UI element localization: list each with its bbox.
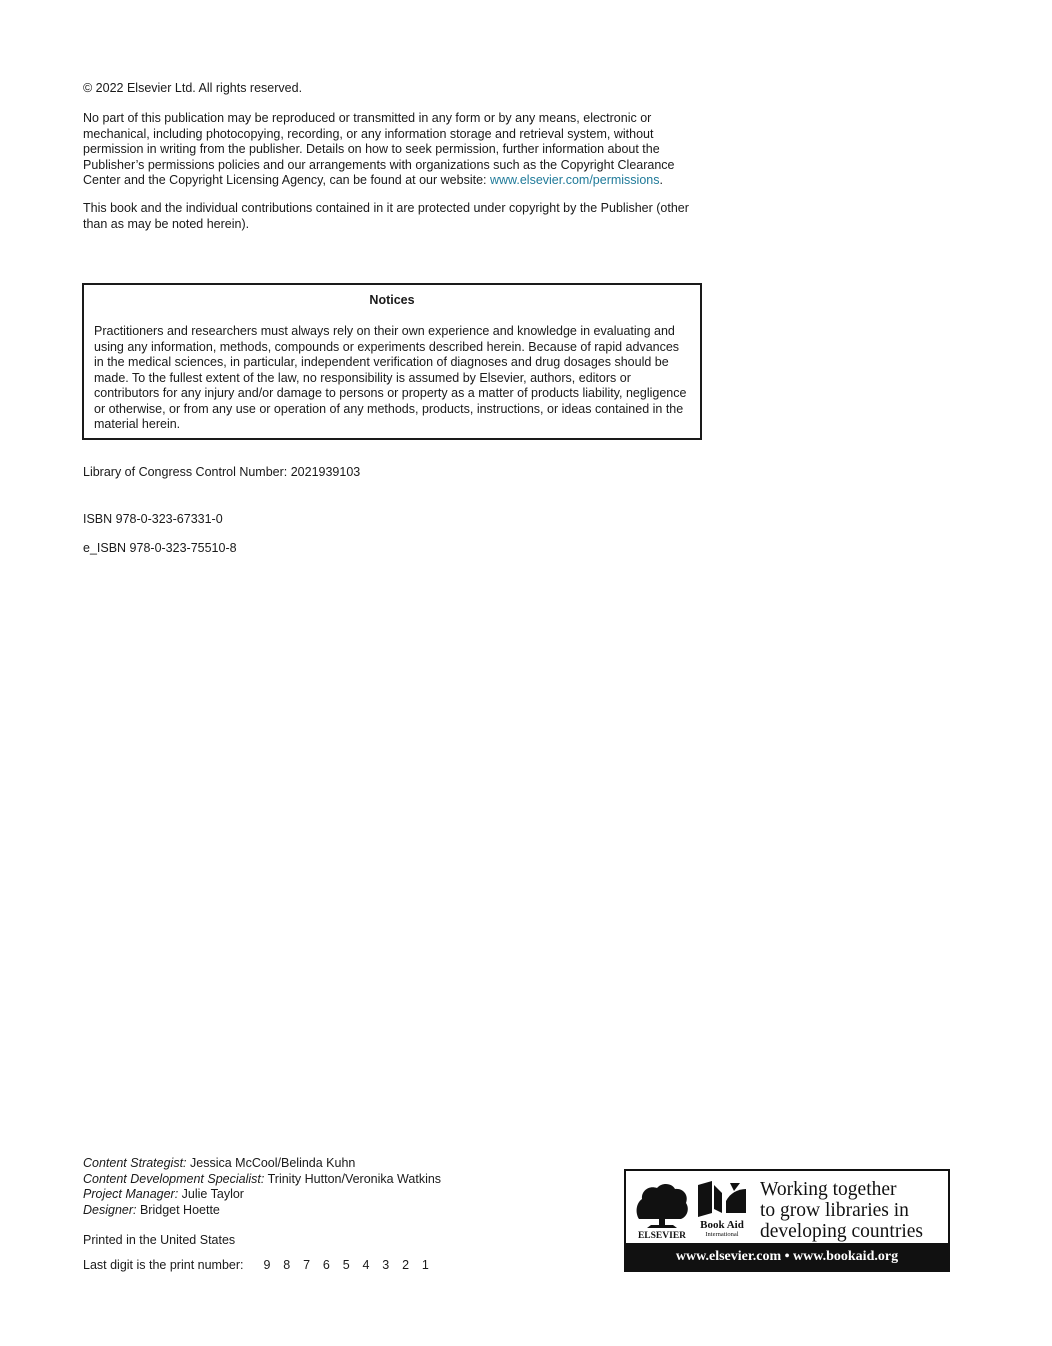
rights-end: . (659, 173, 663, 187)
credit-name: Julie Taylor (178, 1187, 244, 1201)
credit-role: Content Development Specialist: (83, 1171, 265, 1186)
print-number-line (83, 1258, 442, 1274)
print-digit: 6 (322, 1258, 330, 1272)
rights-paragraph (83, 111, 703, 189)
book-aid-wordmark: Book Aid (700, 1219, 744, 1231)
lccn-line: Library of Congress Control Number: 2021939103 (83, 465, 361, 479)
print-digit: 9 (263, 1258, 271, 1272)
print-digit: 2 (402, 1258, 410, 1272)
credit-role: Content Strategist: (83, 1156, 187, 1170)
credit-name: Trinity Hutton/Veronika Watkins (264, 1171, 442, 1186)
book-aid-mark-icon (694, 1179, 752, 1241)
print-digits (264, 1258, 442, 1272)
credits-block (83, 1156, 583, 1218)
protected-paragraph: This book and the individual contributions contained in it are protected under copyright by the Publisher (other than as may be noted herein). (83, 201, 689, 231)
credit-role: Designer: (83, 1202, 137, 1217)
logo-tagline (760, 1179, 923, 1242)
notices-body: Practitioners and researchers must always rely on their own experience and knowledge in evaluating and using any information, methods, compounds or experiments described herein. Because of rapid advances in the medical sciences, in particular, independent verification of diagnoses and drug dosages should be made. To the fullest extent of the law, no responsibility is assumed by Elsevier, authors, editors or contributors for any injury and/or damage to persons or property as a matter of products liability, negligence or otherwise, or from any use or operation of any methods, products, instructions, or ideas contained in the material herein. (94, 324, 687, 431)
print-digit: 4 (362, 1258, 370, 1272)
tagline-line: to grow libraries in (760, 1200, 909, 1221)
notices-box (82, 283, 702, 440)
credit-designer (83, 1203, 583, 1219)
print-digit: 7 (303, 1258, 311, 1272)
tagline-line: developing countries (760, 1221, 923, 1242)
book-aid-subtitle: International (705, 1231, 739, 1238)
notices-title: Notices (369, 293, 415, 307)
book-aid-logo (624, 1169, 950, 1272)
credit-content-strategist (83, 1156, 583, 1172)
tagline-line: Working together (760, 1179, 897, 1200)
eisbn-line: e_ISBN 978-0-323-75510-8 (83, 541, 237, 555)
permissions-link[interactable]: www.elsevier.com/permissions (489, 173, 660, 187)
elsevier-tree-logo-icon (633, 1179, 691, 1241)
print-digit: 8 (283, 1258, 291, 1272)
print-digit: 3 (382, 1258, 390, 1272)
elsevier-wordmark: ELSEVIER (637, 1231, 687, 1241)
credit-project-manager (83, 1187, 583, 1203)
credit-content-development (83, 1172, 583, 1188)
print-digit: 5 (342, 1258, 350, 1272)
isbn-line: ISBN 978-0-323-67331-0 (83, 512, 223, 526)
print-digit: 1 (421, 1258, 429, 1272)
printed-in-line: Printed in the United States (83, 1233, 236, 1247)
rights-text: No part of this publication may be reproduced or transmitted in any form or by any means, electronic or mechanical, including photocopying, recording, or any information storage and retrieval system, without permission in writing from the publisher. Details on how to seek permission, further information about the Publisher’s permissions policies and our arrangements with organizations such as the Copyright Clearance Center and the Copyright Licensing Agency, can be found at our website: (83, 111, 675, 187)
copyright-line: © 2022 Elsevier Ltd. All rights reserved. (83, 81, 303, 95)
print-number-label: Last digit is the print number: (83, 1258, 244, 1272)
credit-role: Project Manager: (83, 1187, 179, 1201)
credit-name: Bridget Hoette (136, 1202, 220, 1217)
credit-name: Jessica McCool/Belinda Kuhn (186, 1156, 356, 1170)
logo-footer-urls: www.elsevier.com • www.bookaid.org (626, 1243, 948, 1270)
